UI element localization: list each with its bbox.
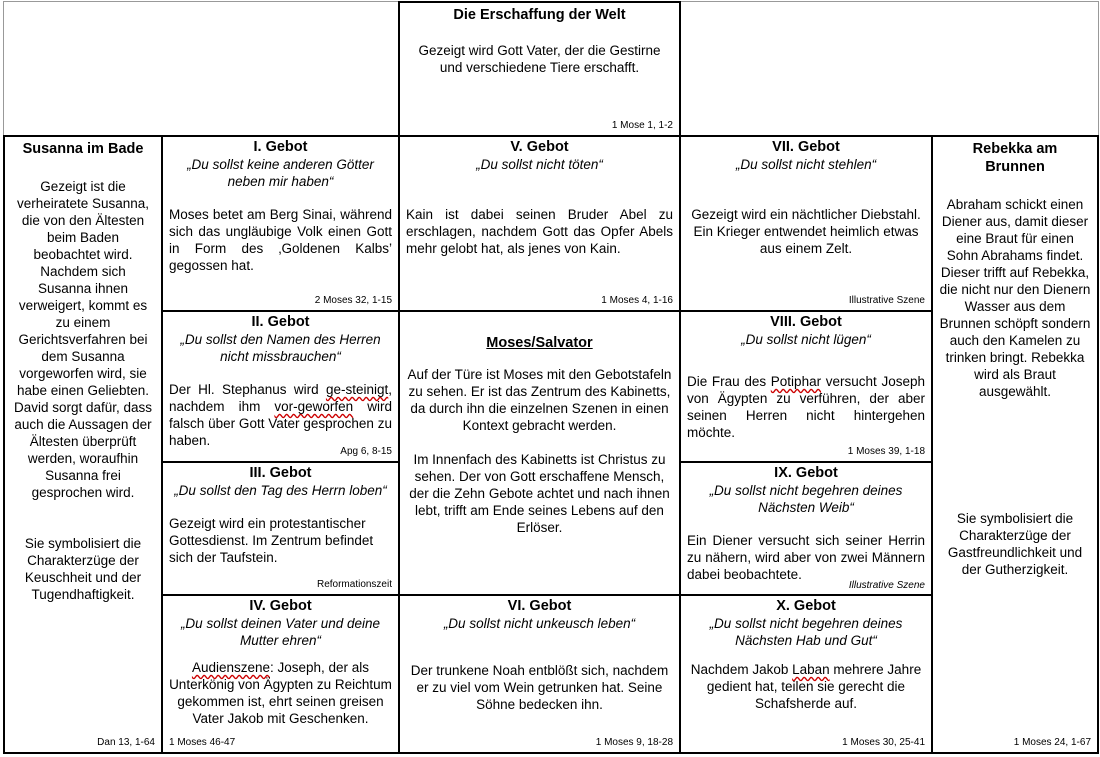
commandment-5 — [398, 135, 681, 312]
commandment-9-ref: Illustrative Szene — [848, 580, 925, 591]
commandment-3-ref: Reformationszeit — [316, 579, 392, 590]
creation-text: Gezeigt wird Gott Vater, der die Gestirne und verschiedene Tiere erschafft. — [418, 43, 661, 75]
moses-salvator-title: Moses/Salvator — [486, 335, 593, 351]
commandment-1 — [161, 135, 400, 312]
commandment-3-title: III. Gebot — [249, 465, 312, 481]
commandment-1-title: I. Gebot — [253, 139, 308, 155]
commandment-5-text: Kain ist dabei seinen Bruder Abel zu erschlagen, nachdem Gott das Opfer Abels mehr gelobt hat, als jenes von Kain. — [406, 207, 673, 256]
commandment-6 — [398, 594, 681, 754]
commandment-5-ref: 1 Moses 4, 1-16 — [601, 295, 673, 306]
commandment-10-title: X. Gebot — [776, 598, 836, 614]
susanna-symbolism: Sie symbolisiert die Charakterzüge der Keuschheit und der Tugendhaftigkeit. — [24, 536, 142, 602]
commandment-4-ref: 1 Moses 46-47 — [169, 737, 236, 748]
commandment-8 — [679, 310, 933, 463]
commandment-8-title: VIII. Gebot — [770, 314, 842, 330]
commandment-3-text: Gezeigt wird ein protestantischer Gottesdienst. Im Zentrum befindet sich der Taufstein. — [169, 516, 374, 565]
commandment-10 — [679, 594, 933, 754]
commandment-4-text: Audienszene: Joseph, der als Unterkönig von Ägypten zu Reichtum gekommen ist, ehrt seinen greisen Vater Jakob mit Geschenken. — [169, 660, 392, 726]
commandment-8-ref: 1 Moses 39, 1-18 — [847, 446, 925, 457]
rebekka-ref: 1 Moses 24, 1-67 — [1013, 737, 1091, 748]
commandment-7-title: VII. Gebot — [772, 139, 840, 155]
moses-salvator-panel — [398, 310, 681, 596]
commandment-1-ref: 2 Moses 32, 1-15 — [314, 295, 392, 306]
rebekka-title: Rebekka am Brunnen — [972, 141, 1058, 175]
susanna-text: Gezeigt ist die verheiratete Susanna, die von den Ältesten beim Baden beobachtet wird. Nachdem sich Susanna ihnen verweigert, kommt es zu einem Gerichtsverfahren bei dem Susanna vorgeworfen wird, sie habe einen Geliebten. David sorgt dafür, dass auch die Aussagen der Ältesten überprüft werden, woraufhin Susanna frei gesprochen wird. — [13, 179, 153, 500]
moses-salvator-text: Auf der Türe ist Moses mit den Gebotstafeln zu sehen. Er ist das Zentrum des Kabinetts, da durch ihn die einzelnen Szenen in einen Kontext gebracht werden. — [407, 367, 672, 433]
susanna-title: Susanna im Bade — [22, 141, 144, 157]
commandment-2-text: Der Hl. Stephanus wird ge-steinigt, nachdem ihm vor-geworfen wird falsch über Gott Vater gesprochen zu haben. — [169, 382, 392, 448]
commandment-7 — [679, 135, 933, 312]
commandment-1-quote: „Du sollst keine anderen Götter neben mir haben“ — [187, 157, 374, 189]
commandment-6-text: Der trunkene Noah entblößt sich, nachdem er zu viel vom Wein getrunken hat. Seine Söhne bedecken ihn. — [410, 663, 669, 712]
susanna-ref: Dan 13, 1-64 — [97, 737, 155, 748]
commandment-8-text: Die Frau des Potiphar versucht Joseph von Ägypten zu verführen, der aber seinen Herren nicht hintergehen möchte. — [687, 374, 925, 440]
commandment-10-quote: „Du sollst nicht begehren deines Nächsten Hab und Gut“ — [709, 616, 903, 648]
commandment-9-title: IX. Gebot — [774, 465, 838, 481]
commandment-4-quote: „Du sollst deinen Vater und deine Mutter ehren“ — [180, 616, 381, 648]
commandment-2-ref: Apg 6, 8-15 — [340, 446, 392, 457]
commandment-9-quote: „Du sollst nicht begehren deines Nächsten Weib“ — [709, 483, 903, 515]
commandment-9 — [679, 461, 933, 596]
commandment-1-text: Moses betet am Berg Sinai, während sich das ungläubige Volk einen Gott in Form des ‚Goldenen Kalbs’ gegossen hat. — [169, 207, 392, 273]
commandment-5-quote: „Du sollst nicht töten“ — [476, 157, 603, 172]
commandment-10-text: Nachdem Jakob Laban mehrere Jahre gedient hat, teilen sie gerecht die Schafsherde auf. — [690, 662, 922, 711]
commandment-7-text: Gezeigt wird ein nächtlicher Diebstahl. Ein Krieger entwendet heimlich etwas aus einem Zelt. — [691, 207, 921, 256]
creation-panel — [398, 1, 681, 137]
creation-ref: 1 Mose 1, 1-2 — [611, 120, 673, 131]
commandment-8-quote: „Du sollst nicht lügen“ — [741, 332, 871, 347]
rebekka-symbolism: Sie symbolisiert die Charakterzüge der Gastfreundlichkeit und der Gutherzigkeit. — [947, 511, 1083, 577]
commandment-4 — [161, 594, 400, 754]
rebekka-text: Abraham schickt einen Diener aus, damit dieser eine Braut für einen Sohn Abrahams findet. Dieser trifft auf Rebekka, die nicht nur den Dienern Wasser aus dem Brunnen schöpft sondern auch den Kamelen zu trinken bringt. Rebekka wird als Braut ausgewählt. — [939, 197, 1091, 399]
commandment-7-quote: „Du sollst nicht stehlen“ — [735, 157, 877, 172]
commandment-2 — [161, 310, 400, 463]
commandment-6-ref: 1 Moses 9, 18-28 — [595, 737, 673, 748]
commandment-5-title: V. Gebot — [510, 139, 569, 155]
commandment-3-quote: „Du sollst den Tag des Herrn loben“ — [174, 483, 387, 498]
commandment-2-title: II. Gebot — [251, 314, 310, 330]
creation-title: Die Erschaffung der Welt — [453, 7, 626, 23]
commandment-3 — [161, 461, 400, 596]
commandment-7-ref: Illustrative Szene — [848, 295, 925, 306]
commandment-9-text: Ein Diener versucht sich seiner Herrin zu nähern, wird aber von zwei Männern dabei beobachtete. — [687, 533, 925, 582]
susanna-panel — [3, 135, 163, 754]
commandment-4-title: IV. Gebot — [249, 598, 312, 614]
rebekka-panel — [931, 135, 1099, 754]
commandment-6-title: VI. Gebot — [507, 598, 572, 614]
commandment-6-quote: „Du sollst nicht unkeusch leben“ — [443, 616, 636, 631]
commandment-2-quote: „Du sollst den Namen des Herren nicht missbrauchen“ — [180, 332, 381, 364]
moses-salvator-text-2: Im Innenfach des Kabinetts ist Christus zu sehen. Der von Gott erschaffene Mensch, der die Zehn Gebote achtet und nach ihnen lebt, trifft am Ende seines Lebens auf den Erlöser. — [409, 452, 670, 535]
commandment-10-ref: 1 Moses 30, 25-41 — [842, 737, 925, 748]
